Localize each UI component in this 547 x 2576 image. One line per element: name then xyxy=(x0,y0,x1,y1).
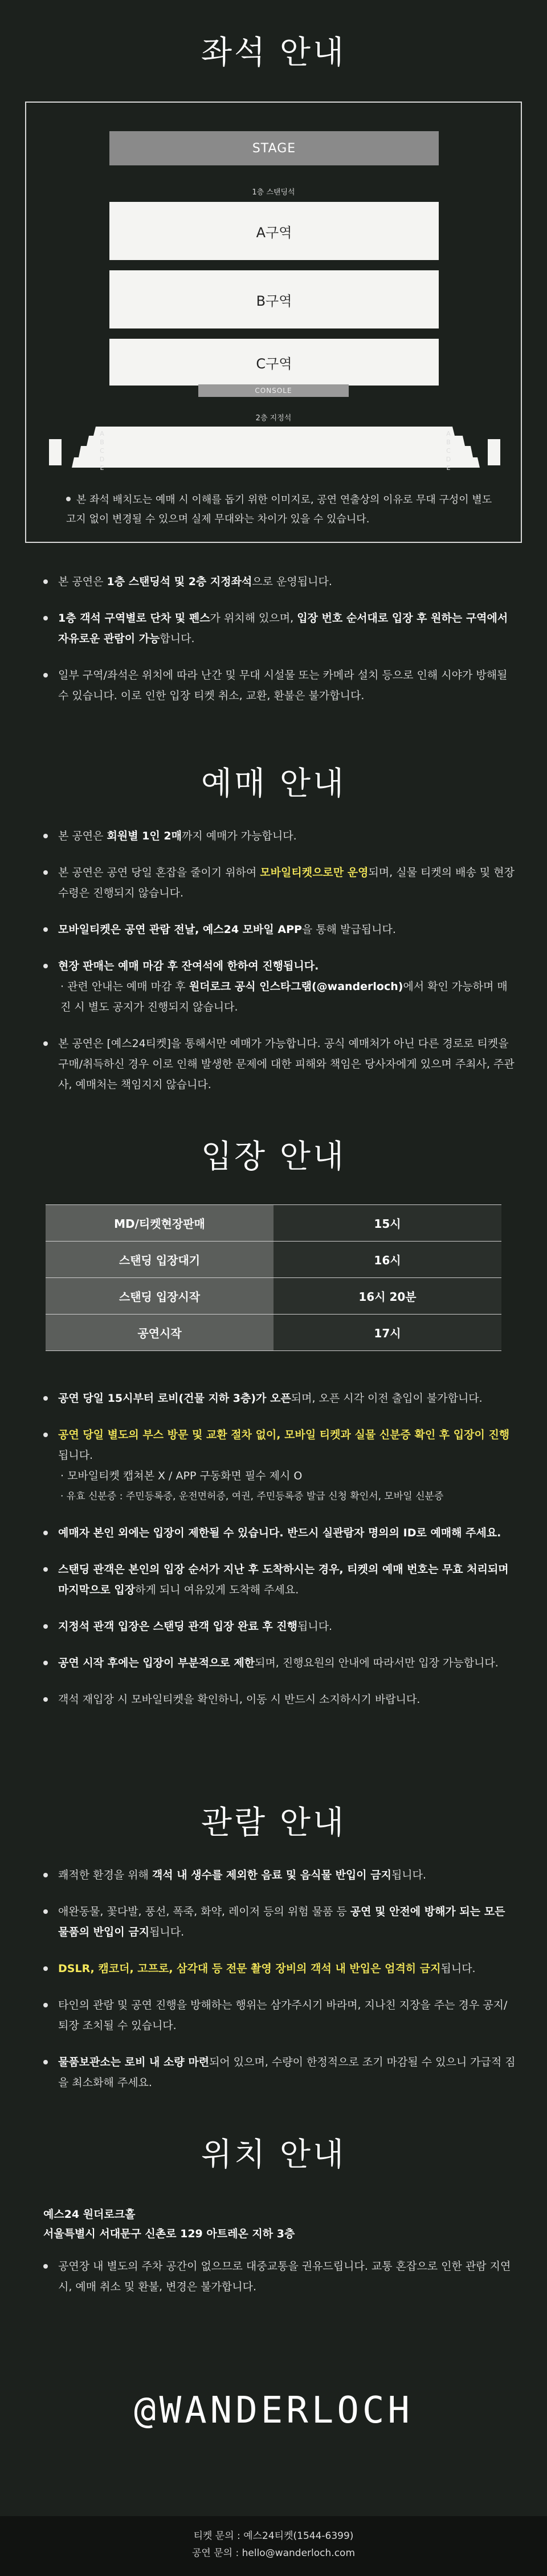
list-item: 본 공연은 [예스24티켓]을 통해서만 예매가 가능합니다. 공식 예매처가 아닌 다른 경로로 티켓을 구매/취득하신 경우 이로 인해 발생한 문제에 대한 피해와 책임은 당사자에게 있으며 주최사, 주관사, 예매처는 책임지지 않습니다. xyxy=(43,1033,516,1095)
stage: STAGE xyxy=(109,131,439,165)
seating-note: 본 좌석 배치도는 예매 시 이해를 돕기 위한 이미지로, 공연 연출상의 이유로 무대 구성이 별도 고지 없이 변경될 수 있으며 실제 무대와는 차이가 있을 수 있습니다. xyxy=(66,494,492,525)
brand-logo: @WANDERLOCH xyxy=(134,2390,413,2432)
rows-left: A B C D E xyxy=(99,430,105,472)
list-item: 현장 판매는 예매 마감 후 잔여석에 한하여 진행됩니다. · 관련 안내는 예매 마감 후 원더로크 공식 인스타그램(@wanderloch)에서 확인 가능하며 매진 시 별도 공지가 진행되지 않습니다. xyxy=(43,956,516,1017)
list-item: 공연장 내 별도의 주차 공간이 없으므로 대중교통을 권유드립니다. 교통 혼잡으로 인한 관람 지연 시, 예매 취소 및 환불, 변경은 불가합니다. xyxy=(43,2256,516,2297)
zone-c: C구역 xyxy=(109,339,439,386)
booking-bullets xyxy=(43,826,516,1111)
zone-b: B구역 xyxy=(109,270,439,328)
floor2-label: 2층 지정석 xyxy=(255,414,292,423)
footer xyxy=(0,2516,547,2576)
footer-ticket-inquiry: 티켓 문의 : 예스24티켓(1544-6399) xyxy=(193,2530,354,2542)
list-item: 공연 당일 별도의 부스 방문 및 교환 절차 없이, 모바일 티켓과 실물 신분증 확인 후 입장이 진행됩니다. · 모바일티켓 캡쳐본 X / APP 구동화면 필수 제시 O · 유효 신분증 : 주민등록증, 운전면허증, 여권, 주민등록증 발급 신청 확인서, 모바일 신분증 xyxy=(43,1425,516,1507)
venue-address: 서울특별시 서대문구 신촌로 129 아트레온 지하 3층 xyxy=(43,2228,295,2240)
location-bullets xyxy=(43,2256,516,2313)
console: CONSOLE xyxy=(198,384,349,397)
footer-show-inquiry: 공연 문의 : hello@wanderloch.com xyxy=(192,2547,355,2559)
list-item: 스탠딩 관객은 본인의 입장 순서가 지난 후 도착하시는 경우, 티켓의 예매 번호는 무효 처리되며 마지막으로 입장하게 되니 여유있게 도착해 주세요. xyxy=(43,1559,516,1600)
list-item: 애완동물, 꽃다발, 풍선, 폭죽, 화약, 레이저 등의 위험 물품 등 공연 및 안전에 방해가 되는 모든 물품의 반입이 금지됩니다. xyxy=(43,1901,516,1942)
entry-bullets xyxy=(43,1388,516,1726)
table-row: 공연시작 17시 xyxy=(46,1315,501,1351)
list-item: 타인의 관람 및 공연 진행을 방해하는 행위는 삼가주시기 바라며, 지나친 지장을 주는 경우 공지/퇴장 조치될 수 있습니다. xyxy=(43,1995,516,2036)
entry-schedule-table xyxy=(46,1204,501,1351)
rows-right: A B C D E xyxy=(446,430,451,472)
list-item: 모바일티켓은 공연 관람 전날, 예스24 모바일 APP을 통해 발급됩니다. xyxy=(43,919,516,940)
list-item: 객석 재입장 시 모바일티켓을 확인하니, 이동 시 반드시 소지하시기 바랍니다. xyxy=(43,1689,516,1710)
list-item: 쾌적한 환경을 위해 객석 내 생수를 제외한 음료 및 음식물 반입이 금지됩니다. xyxy=(43,1865,516,1885)
floor1-label: 1층 스탠딩석 xyxy=(252,188,295,197)
seating-chart xyxy=(25,102,522,543)
venue-name: 예스24 원더로크홀 xyxy=(43,2208,136,2221)
booking-title: 예매 안내 xyxy=(201,765,346,802)
list-item: 1층 객석 구역별로 단차 및 펜스가 위치해 있으며, 입장 번호 순서대로 입장 후 원하는 구역에서 자유로운 관람이 가능합니다. xyxy=(43,608,516,649)
list-item: 일부 구역/좌석은 위치에 따라 난간 및 무대 시설물 또는 카메라 설치 등으로 인해 시야가 방해될 수 있습니다. 이로 인한 입장 티켓 취소, 교환, 환불은 불가합니다. xyxy=(43,665,516,706)
zone-a: A구역 xyxy=(109,202,439,260)
list-item: DSLR, 캠코더, 고프로, 삼각대 등 전문 촬영 장비의 객석 내 반입은 엄격히 금지됩니다. xyxy=(43,1958,516,1979)
viewing-title: 관람 안내 xyxy=(201,1804,346,1841)
list-item: 본 공연은 회원별 1인 2매까지 예매가 가능합니다. xyxy=(43,826,516,846)
list-item: 본 공연은 공연 당일 혼잡을 줄이기 위하여 모바일티켓으로만 운영되며, 실물 티켓의 배송 및 현장수령은 진행되지 않습니다. xyxy=(43,862,516,903)
table-row: MD/티켓현장판매 15시 xyxy=(46,1205,501,1242)
location-title: 위치 안내 xyxy=(201,2136,346,2173)
list-item: 공연 시작 후에는 입장이 부분적으로 제한되며, 진행요원의 안내에 따라서만 입장 가능합니다. xyxy=(43,1653,516,1673)
list-item: 지정석 관객 입장은 스탠딩 관객 입장 완료 후 진행됩니다. xyxy=(43,1616,516,1637)
list-item: 물품보관소는 로비 내 소량 마련되어 있으며, 수량이 한정적으로 조기 마감될 수 있으니 가급적 짐을 최소화해 주세요. xyxy=(43,2052,516,2093)
list-item: 본 공연은 1층 스탠딩석 및 2층 지정좌석으로 운영됩니다. xyxy=(43,571,516,592)
entry-title: 입장 안내 xyxy=(201,1138,346,1175)
list-item: 예매자 본인 외에는 입장이 제한될 수 있습니다. 반드시 실관람자 명의의 ID로 예매해 주세요. xyxy=(43,1523,516,1543)
table-row: 스탠딩 입장시작 16시 20분 xyxy=(46,1278,501,1315)
seating-bullets xyxy=(43,571,516,722)
viewing-bullets xyxy=(43,1865,516,2109)
table-row: 스탠딩 입장대기 16시 xyxy=(46,1242,501,1278)
list-item: 공연 당일 15시부터 로비(건물 지하 3층)가 오픈되며, 오픈 시각 이전 출입이 불가합니다. xyxy=(43,1388,516,1409)
seating-title: 좌석 안내 xyxy=(201,34,346,71)
